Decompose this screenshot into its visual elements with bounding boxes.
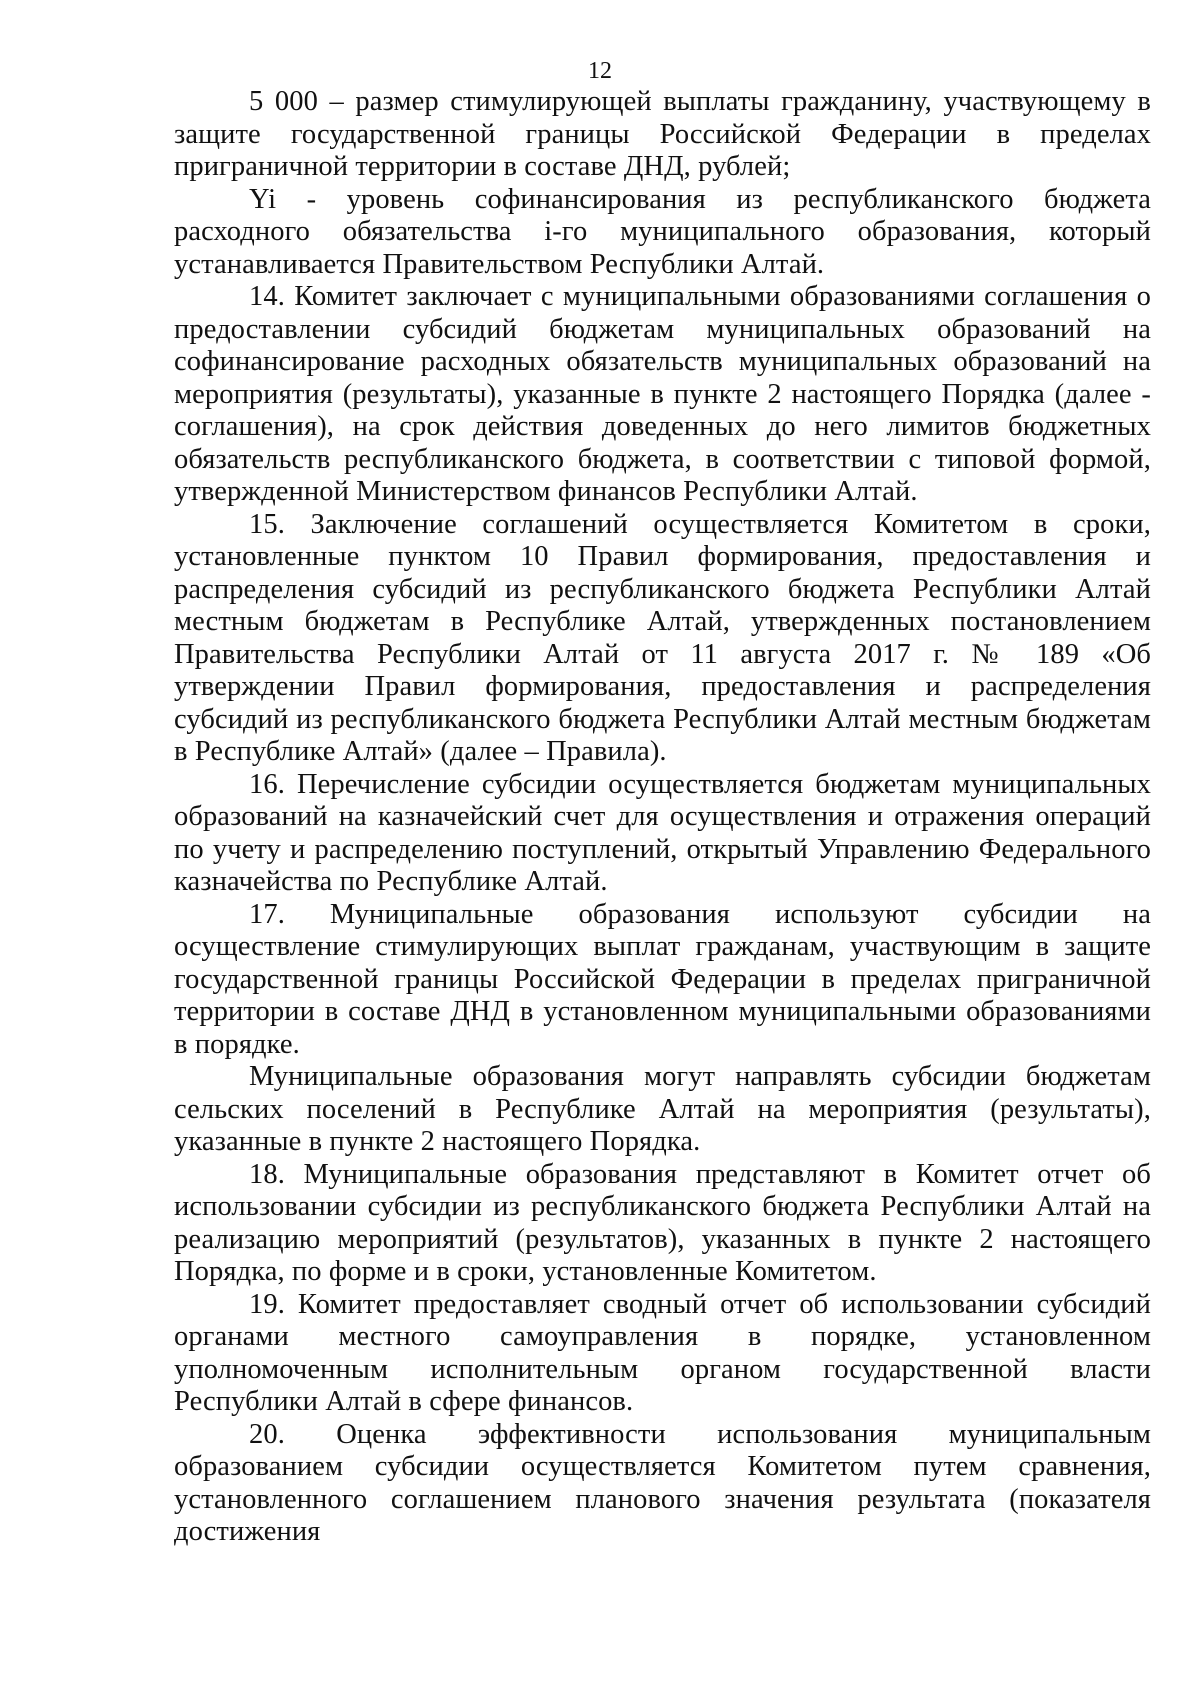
paragraph-15-conclusion: 15. Заключение соглашений осуществляется Комитетом в сроки, установленные пунктом 10 Правил формирования, предоставления и распределения субсидий из республиканского бюджета Республики Алтай местным бюджетам в Республике Алтай, утвержденных постановлением Правительства Республики Алтай от 11 августа 2017 г. № 189 «Об утверждении Правил формирования, предоставления и распределения субсидий из республиканского бюджета Республики Алтай местным бюджетам в Республике Алтай» (далее – Правила). [174, 508, 1151, 767]
paragraph-20-efficiency: 20. Оценка эффективности использования муниципальным образованием субсидии осуществляется Комитетом путем сравнения, установленного соглашением планового значения результата (показателя достижения [174, 1418, 1151, 1547]
document-body [174, 86, 1151, 1549]
paragraph-18-report: 18. Муниципальные образования представляют в Комитет отчет об использовании субсидии из республиканского бюджета Республики Алтай на реализацию мероприятий (результатов), указанных в пункте 2 настоящего Порядка, по форме и в сроки, установленные Комитетом. [174, 1158, 1151, 1287]
paragraph-19-summary-report: 19. Комитет предоставляет сводный отчет об использовании субсидий органами местного самоуправления в порядке, установленном уполномоченным исполнительным органом государственной власти Республики Алтай в сфере финансов. [174, 1288, 1151, 1417]
paragraph-16-transfer: 16. Перечисление субсидии осуществляется бюджетам муниципальных образований на казначейский счет для осуществления и отражения операций по учету и распределению поступлений, открытый Управлению Федерального казначейства по Республике Алтай. [174, 768, 1151, 897]
paragraph-14-agreements: 14. Комитет заключает с муниципальными образованиями соглашения о предоставлении субсидий бюджетам муниципальных образований на софинансирование расходных обязательств муниципальных образований на мероприятия (результаты), указанные в пункте 2 настоящего Порядка (далее - соглашения), на срок действия доведенных до него лимитов бюджетных обязательств республиканского бюджета, в соответствии с типовой формой, утвержденной Министерством финансов Республики Алтай. [174, 281, 1151, 507]
paragraph-stimulus-payment: 5 000 – размер стимулирующей выплаты гражданину, участвующему в защите государственной границы Российской Федерации в пределах приграничной территории в составе ДНД, рублей; [174, 86, 1151, 182]
paragraph-cofinancing-level: Yi - уровень софинансирования из республиканского бюджета расходного обязательства i-го муниципального образования, который устанавливается Правительством Республики Алтай. [174, 183, 1151, 280]
paragraph-17-rural-settlements: Муниципальные образования могут направлять субсидии бюджетам сельских поселений в Республике Алтай на мероприятия (результаты), указанные в пункте 2 настоящего Порядка. [174, 1061, 1151, 1157]
paragraph-17-usage: 17. Муниципальные образования используют субсидии на осуществление стимулирующих выплат гражданам, участвующим в защите государственной границы Российской Федерации в пределах приграничной территории в составе ДНД в установленном муниципальными образованиями в порядке. [174, 898, 1151, 1060]
page-number: 12 [588, 58, 612, 84]
